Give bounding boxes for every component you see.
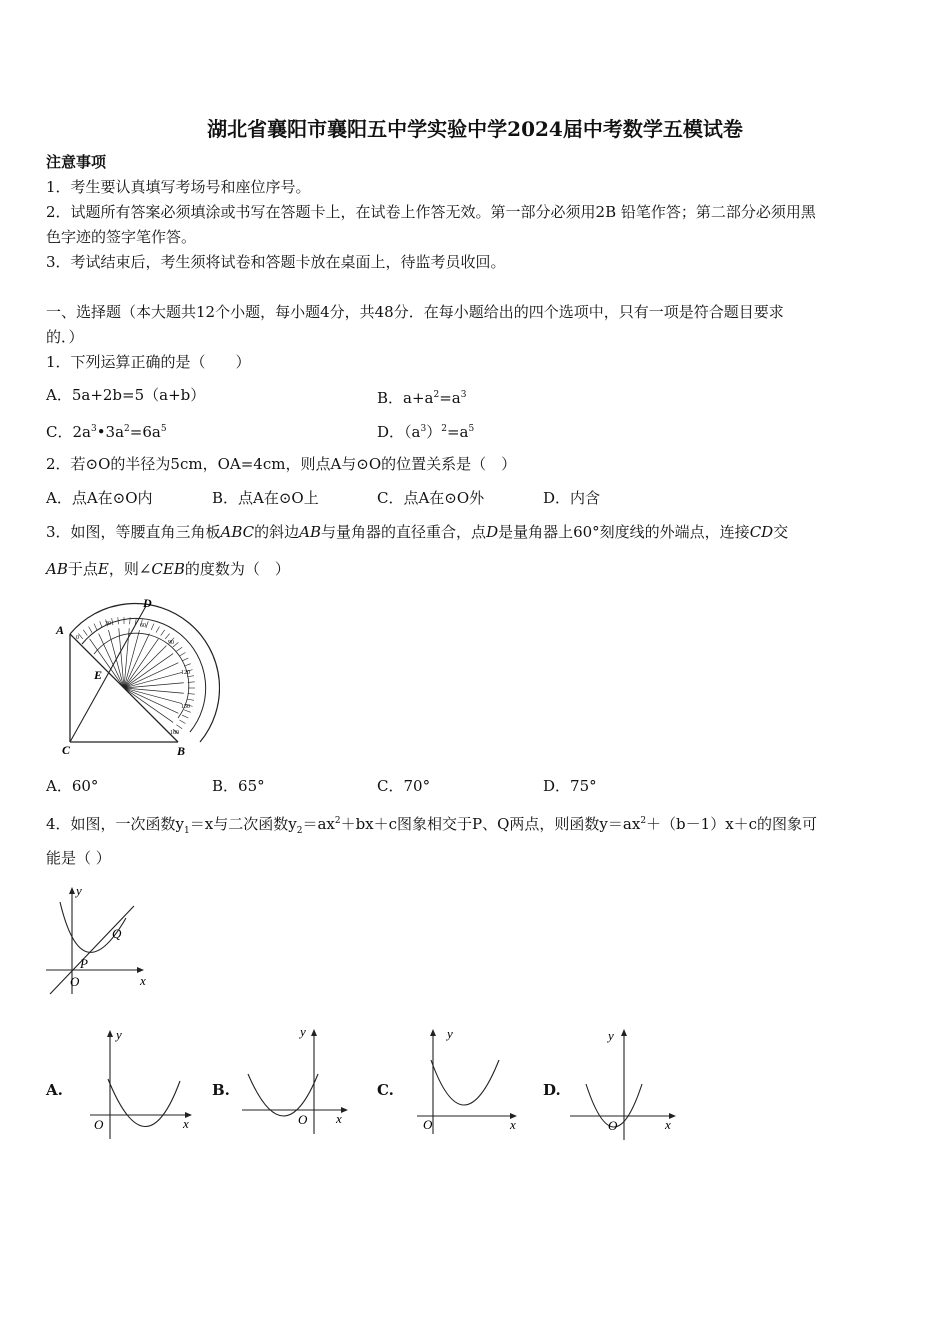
q4-option-d: D. [543, 1081, 561, 1099]
axis-x-label: x [665, 1117, 671, 1132]
q1-option-d: D．$(a^3)^2=a^5$ [377, 423, 475, 441]
q3-option-c: C．70° [377, 777, 431, 795]
axis-x-label: x [336, 1111, 342, 1126]
point-q-label: Q [112, 926, 122, 941]
q2-option-c: C．点A在⊙O外 [377, 489, 485, 507]
protractor-tick [184, 710, 191, 712]
axis-y-label: y [76, 883, 82, 898]
q1-option-c: C．$2a^3•3a^2=6a^5$ [46, 423, 167, 441]
protractor-spoke [124, 639, 158, 688]
notice-item-2-cont: 色字迹的签字笔作答。 [46, 228, 197, 246]
protractor-tick [89, 627, 93, 633]
origin-label: O [94, 1117, 104, 1132]
q3-protractor-figure [50, 592, 220, 762]
q4-stem: 4．如图，一次函数$y_1=x$与二次函数$y_2=ax^2+bx+c$图象相交于P、Q两点，则函数$y=ax^2+(b-1)x+c$的图象可 [46, 815, 818, 836]
q3-option-d: D．75° [543, 777, 597, 795]
protractor-tick [118, 617, 119, 624]
q4-option-b: B. [212, 1081, 230, 1099]
protractor-spoke [124, 646, 166, 688]
label-d: D [143, 596, 152, 610]
axis-y-label: y [300, 1024, 306, 1039]
protractor-tick [165, 634, 169, 639]
protractor-tick [94, 624, 97, 630]
protractor-tick [151, 624, 154, 630]
protractor-tick [146, 621, 148, 628]
protractor-spoke [124, 688, 173, 722]
point-p-label: P [80, 956, 88, 971]
axis-x-label: x [140, 973, 146, 988]
q4-option-d-graph [568, 1022, 683, 1142]
protractor-tick [184, 664, 191, 666]
q1-stem: 1．下列运算正确的是（ ） [46, 353, 251, 371]
protractor-tick [176, 647, 182, 651]
protractor-tick [182, 658, 188, 661]
q2-option-b: B．点A在⊙O上 [212, 489, 319, 507]
protractor-spoke [124, 654, 173, 688]
q2-option-a: A．点A在⊙O内 [46, 489, 153, 507]
axis-y-label: y [116, 1027, 122, 1042]
q4-reference-graph [44, 882, 164, 1002]
page-title: 湖北省襄阳市襄阳五中学实验中学2024届中考数学五模试卷 [207, 117, 743, 141]
tick-label-150: 150 [181, 704, 190, 710]
origin-label: O [298, 1112, 308, 1127]
q1-option-b: B．$a+a^2=a^3$ [377, 389, 467, 407]
tick-label-90: 90 [168, 640, 174, 646]
tick-label-0: 0 [76, 635, 79, 641]
axis-y-label: y [608, 1028, 614, 1043]
protractor-tick [188, 694, 195, 695]
label-a: A [56, 623, 65, 637]
q4-option-c: C. [377, 1081, 394, 1099]
notice-heading: 注意事项 [46, 153, 107, 171]
label-b: B [177, 744, 186, 758]
protractor-tick [176, 725, 182, 729]
q1-option-a: A．5a+2b=5（a+b） [46, 386, 206, 404]
q3-stem: 3．如图，等腰直角三角板ABC的斜边AB与量角器的直径重合，点D是量角器上60°刻度线的外端点，连接CD交 [46, 523, 789, 541]
tick-label-30: 30 [105, 621, 111, 627]
axis-x-label: x [510, 1117, 516, 1132]
origin-label: O [70, 974, 80, 989]
notice-item-1: 1．考生要认真填写考场号和座位序号。 [46, 178, 311, 196]
notice-item-3: 3．考试结束后，考生须将试卷和答题卡放在桌面上，待监考员收回。 [46, 253, 506, 271]
protractor-tick [156, 627, 160, 633]
q4-option-b-graph [240, 1022, 355, 1137]
origin-label: O [423, 1117, 433, 1132]
protractor-tick [182, 715, 188, 718]
protractor-tick [187, 699, 194, 700]
protractor-tick [78, 634, 82, 639]
protractor-tick [112, 618, 113, 625]
label-e: E [94, 668, 103, 682]
axis-x-label: x [183, 1116, 189, 1131]
q3-option-a: A．60° [46, 777, 99, 795]
protractor-tick [179, 653, 185, 657]
tick-label-180: 180 [170, 730, 179, 736]
tick-label-120: 120 [181, 670, 190, 676]
q2-option-d: D．内含 [543, 489, 601, 507]
section-heading-cont: 的．） [46, 328, 84, 346]
q2-stem: 2．若⊙O的半径为5cm，OA=4cm，则点A与⊙O的位置关系是（ ） [46, 455, 517, 473]
section-heading: 一、选择题（本大题共12个小题，每小题4分，共48分．在每小题给出的四个选项中，只有一项是符合题目要求 [46, 303, 784, 321]
tick-label-60: 60 [140, 623, 146, 629]
origin-label: O [608, 1118, 618, 1133]
axis-y-label: y [447, 1026, 453, 1041]
protractor-tick [100, 621, 102, 628]
q3-stem-cont: AB于点E，则∠CEB的度数为（ ） [46, 560, 290, 578]
protractor-tick [161, 630, 165, 636]
notice-item-2: 2．试题所有答案必须填涂或书写在答题卡上，在试卷上作答无效。第一部分必须用2B 铅笔作答；第二部分必须用黑 [46, 203, 816, 221]
q4-stem-cont: 能是（ ） [46, 849, 111, 867]
protractor-tick [179, 720, 185, 724]
protractor-tick [83, 630, 87, 636]
q4-option-c-graph [415, 1022, 525, 1137]
label-c: C [62, 743, 71, 757]
q4-option-a: A. [46, 1081, 63, 1099]
q3-option-b: B．65° [212, 777, 265, 795]
q4-option-a-graph [88, 1025, 198, 1143]
